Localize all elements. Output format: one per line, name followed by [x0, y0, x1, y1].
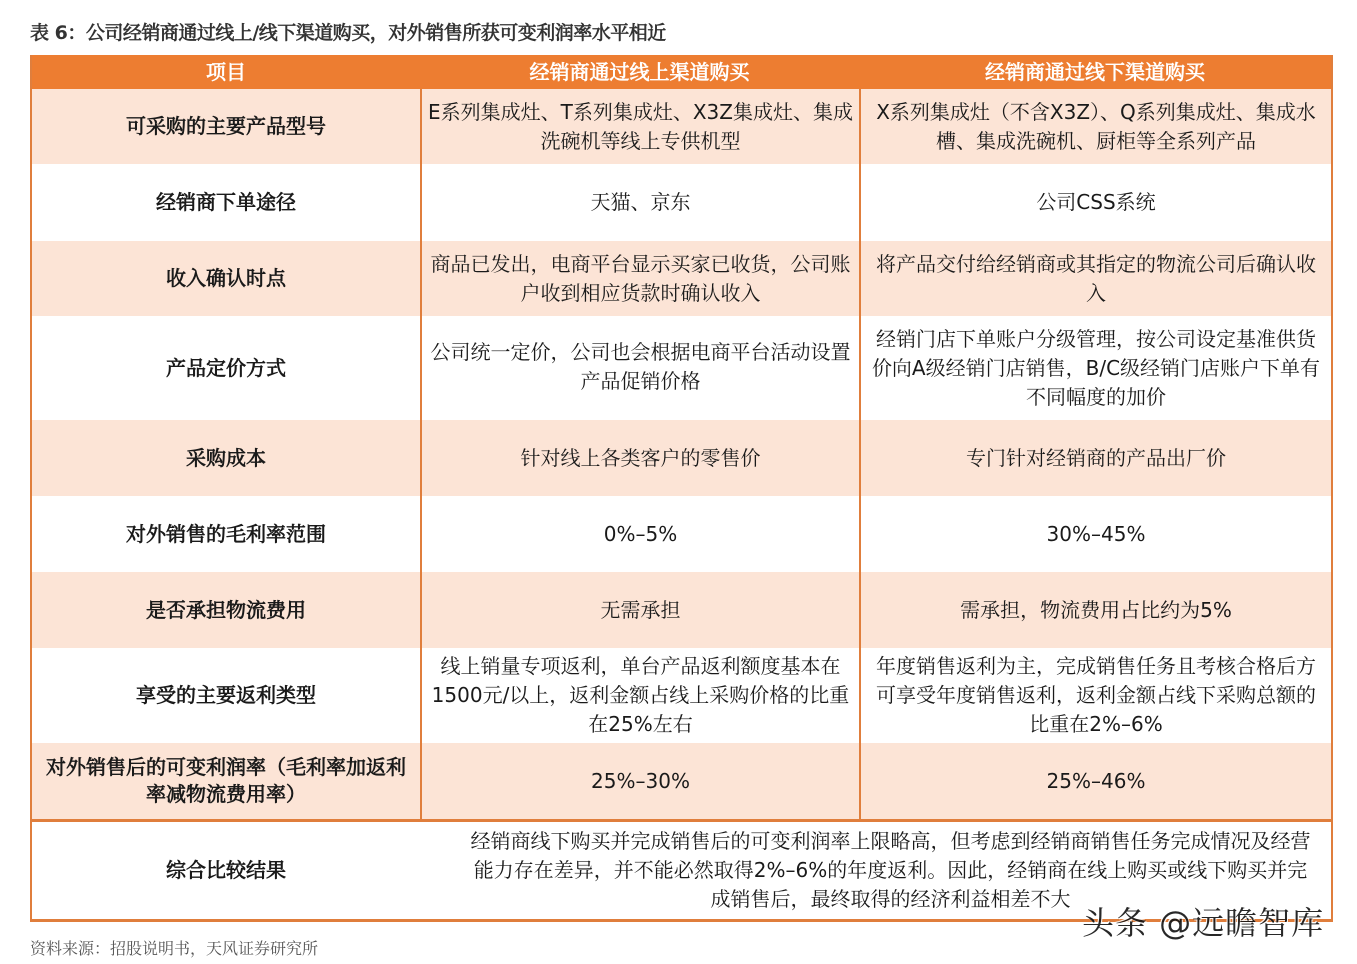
header-item: 项目: [206, 59, 246, 84]
source-note: 资料来源：招股说明书，天风证券研究所: [30, 939, 319, 958]
row-label: 可采购的主要产品型号: [126, 114, 326, 138]
offline-cell: 30%–45%: [859, 496, 1331, 572]
row-label: 经销商下单途径: [156, 190, 296, 214]
summary-label: 综合比较结果: [166, 858, 286, 882]
header-online: 经销商通过线上渠道购买: [529, 59, 750, 84]
online-cell: 25%–30%: [420, 743, 859, 819]
table-caption: 表 6：公司经销商通过线上/线下渠道购买，对外销售所获可变利润率水平相近: [30, 22, 666, 44]
table-row: [32, 648, 1331, 743]
online-cell: 公司统一定价，公司也会根据电商平台活动设置产品促销价格: [420, 316, 859, 420]
row-label: 产品定价方式: [166, 355, 286, 380]
table-row: [32, 316, 1331, 420]
table-header-row: [32, 55, 1331, 89]
comparison-table: [30, 55, 1333, 922]
row-label: 享受的主要返利类型: [136, 683, 316, 707]
online-cell: 线上销量专项返利，单台产品返利额度基本在1500元/以上，返利金额占线上采购价格的比重在25%左右: [420, 648, 859, 743]
watermark: 头条 @远瞻智库: [1082, 904, 1325, 942]
offline-cell: 经销门店下单账户分级管理，按公司设定基准供货价向A级经销门店销售，B/C级经销门店账户下单有不同幅度的加价: [859, 316, 1331, 420]
offline-cell: 将产品交付给经销商或其指定的物流公司后确认收入: [859, 241, 1331, 316]
offline-cell: 专门针对经销商的产品出厂价: [859, 420, 1331, 496]
header-offline: 经销商通过线下渠道购买: [985, 59, 1205, 84]
online-cell: 针对线上各类客户的零售价: [420, 420, 859, 496]
offline-cell: 25%–46%: [859, 743, 1331, 819]
row-label: 采购成本: [186, 445, 266, 470]
online-cell: 0%–5%: [420, 496, 859, 572]
online-cell: 天猫、京东: [420, 164, 859, 241]
row-label: 收入确认时点: [166, 266, 286, 290]
offline-cell: 需承担，物流费用占比约为5%: [859, 572, 1331, 648]
online-cell: E系列集成灶、T系列集成灶、X3Z集成灶、集成洗碗机等线上专供机型: [420, 89, 859, 164]
table-row: [32, 420, 1331, 496]
table-row: [32, 572, 1331, 648]
online-cell: 商品已发出，电商平台显示买家已收货，公司账户收到相应货款时确认收入: [420, 241, 859, 316]
table-row: [32, 496, 1331, 572]
table-row: [32, 743, 1331, 819]
offline-cell: X系列集成灶（不含X3Z）、Q系列集成灶、集成水槽、集成洗碗机、厨柜等全系列产品: [859, 89, 1331, 164]
summary-text: 经销商线下购买并完成销售后的可变利润率上限略高，但考虑到经销商销售任务完成情况及经营能力存在差异，并不能必然取得2%–6%的年度返利。因此，经销商在线上购买或线下购买并完成销售后，最终取得的经济利益相差不大: [470, 829, 1311, 911]
offline-cell: 公司CSS系统: [859, 164, 1331, 241]
online-cell: 无需承担: [420, 572, 859, 648]
table-row: [32, 241, 1331, 316]
row-label: 对外销售后的可变利润率（毛利率加返利率减物流费用率）: [46, 755, 406, 806]
table-row: [32, 89, 1331, 164]
row-label: 对外销售的毛利率范围: [126, 521, 326, 546]
offline-cell: 年度销售返利为主，完成销售任务且考核合格后方可享受年度销售返利，返利金额占线下采购总额的比重在2%–6%: [859, 648, 1331, 743]
row-label: 是否承担物流费用: [146, 597, 306, 622]
table-row: [32, 164, 1331, 241]
